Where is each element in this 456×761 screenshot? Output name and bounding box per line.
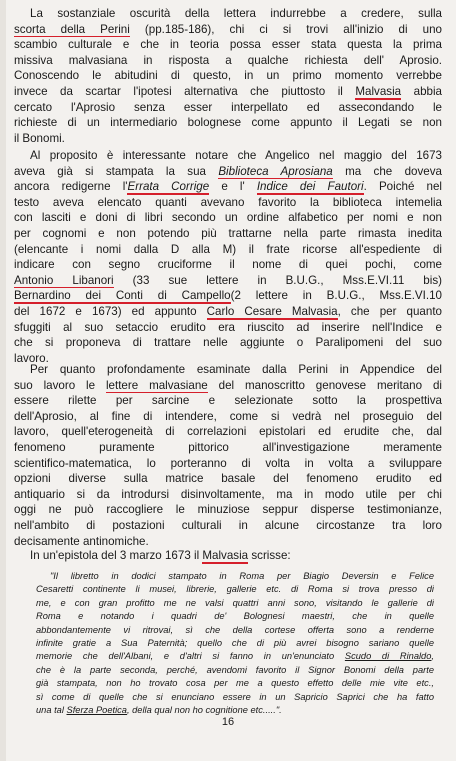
text-line [14,68,442,84]
text-run: scientifico-matematica, lo porteranno di volta in volta a sviluppare [14,456,442,470]
text-run: aveva già si stampata la sua [14,164,219,178]
text-run: , che per quanto [337,304,442,318]
text-line [14,53,442,69]
text-run: abbondantemente vi ritrovai, sì che della cortese offerta sono a renderne [36,624,434,635]
text-line [14,424,442,440]
paragraph [14,548,442,564]
text-line [14,534,442,550]
text-line [14,320,442,336]
quote-line [36,624,434,637]
text-run: "Il libretto in dodici stampato in Roma per Biagio Deversin e Felice [50,571,434,581]
text-run: essere rilette per sarcine e selezionate sotto la prospettiva [14,394,442,408]
text-line [14,440,442,456]
text-run: memorie che dell'Albani, e d'altri si fanno in un'enunciato [36,651,345,662]
text-run: Cesaretti continente li musei, librerie, gallerie etc. di Roma si trova presso di [36,584,434,595]
paragraph [14,148,442,366]
highlighted-term: Bernardino dei Conti di Campello [14,289,231,303]
text-run: (pp.185-186), chi ci si trovi all'inizio di uno [129,22,442,36]
text-line [14,409,442,425]
text-run: una tal [36,704,67,715]
underlined-title: Scudo di Rinaldo [344,651,432,662]
quote-line [36,637,434,650]
text-line [14,6,442,22]
text-line [14,335,442,351]
highlighted-term: scorta della Perini [14,22,130,36]
text-line [14,487,442,503]
text-run: lavoro, quell'eterogeneità di correlazioni epistolari ed erudite che, dal [14,425,442,439]
text-line [14,195,442,211]
text-run: richieste di un intermediario bolognese come appunto il Legati se non [14,116,442,130]
text-line [14,84,442,100]
text-run: ma che doveva [332,164,442,178]
text-run: ancora redigerne l' [14,180,128,194]
text-line [14,226,442,242]
paragraph [14,362,442,549]
highlighted-term: lettere malvasiane [105,378,208,392]
text-line [14,148,442,164]
text-run: In un'epistola del 3 marzo 1673 il [30,549,203,562]
text-run: suo lavoro le [14,378,106,392]
scan-edge [0,0,6,761]
text-run: (33 sue lettere in B.U.G., Mss.E.VI.11 bis) [113,273,442,287]
highlighted-term: Carlo Cesare Malvasia [206,304,338,318]
text-line [14,378,442,394]
text-run: sì come di quelle che si enunciano essere in un Sapricio Saprici che ha fatto [36,691,434,702]
text-run: decisamente antinomiche. [14,534,149,548]
text-run: Conoscendo le abitudini di questo, in un primo momento verrebbe [14,69,442,83]
text-run: me, e con gran profitto me ne valsi quattri anni sono, visitando le gallerie di [36,597,434,608]
text-run: Per quanto profondamente esaminate dalla Perini in Appendice del [30,363,442,376]
text-line [14,242,442,258]
block-quote [36,570,434,717]
text-run: nell'ambito di postazioni culturali in alcune circostanze tra loro [14,518,442,532]
text-run: , della qual non ho cognitione etc.....". [126,704,282,715]
text-line [14,115,442,131]
underlined-title: Sferza Poetica [66,704,127,715]
text-line [14,518,442,534]
quote-line [36,597,434,610]
text-run: il Bonomi. [14,131,65,145]
text-run: invece da scartar l'ipotesi alternativa che piuttosto il [14,84,356,98]
highlighted-term: Indice dei Fautori [256,180,364,194]
text-run: lavoro. [14,351,49,365]
text-run: del manoscritto genovese meritano di [207,378,442,392]
text-line [14,257,442,273]
text-run: antiquario si da introdursi disinvoltamente, ma in modo utile per chi [14,487,442,501]
text-line [14,502,442,518]
text-run: dell'Aprosio, al fine di intendere, come si vedrà nel proseguio del [14,409,442,423]
highlighted-term: Antonio Libanori [14,273,114,287]
text-line [14,456,442,472]
quote-line [36,610,434,623]
text-line [14,22,442,38]
highlighted-term: Errata Corrige [127,180,210,194]
text-run: del 1672 e 1673) ed appunto [14,304,207,318]
text-run: abbia [401,84,442,98]
text-line [14,131,442,147]
text-line [14,304,442,320]
text-line [14,362,442,378]
text-run: opzioni diverse sulla matrice basale del fenomeno erudito ed [14,472,442,486]
text-run: con lasciti e doni di libri secondo un ordine alfabetico per nomi e non [14,211,442,225]
text-line [14,548,442,564]
text-run: (2 lettere in B.U.G., Mss.E.VI.10 [230,289,442,303]
text-run: indicare con segno cruciforme il nome di quei pochi, come [14,258,442,272]
text-line [14,164,442,180]
text-run: già stampata, non ho trovato cosa per me a questo effetto delle mie vite etc., [36,678,434,689]
text-line [14,210,442,226]
quote-line [36,691,434,704]
text-run: Roma e notando i quadri de' Bolognesi maestri, che in quelle [36,611,434,622]
text-run: per cognomi e non potendo più trattarne nella parte rimasta inedita [14,226,442,240]
text-run: che è la parte seconda, perché, avendomi favorito il Signor Bonomi della parte [36,664,434,675]
text-line [14,37,442,53]
text-line [14,288,442,304]
text-run: scrisse: [248,549,291,562]
text-run: . Poiché nel [363,180,442,194]
highlighted-term: Malvasia [355,84,402,98]
text-line [14,471,442,487]
quote-line [36,650,434,663]
text-run: La sostanziale oscurità della lettera indurrebbe a credere, sulla [30,7,442,20]
quote-line [36,570,434,583]
text-line [14,393,442,409]
text-run: testo aveva elencato quanti avevano favorito la biblioteca intemelia [14,195,442,209]
paragraph [14,6,442,146]
text-line [14,273,442,289]
text-run: scambio culturale e che in teoria possa esser stata questa la prima [14,38,442,52]
quote-line [36,583,434,596]
text-run: sfuggiti al suo setaccio erudito era riuscito ad inserire nell'Indice e [14,320,442,334]
text-run: che si proponeva di trattare nelle aggiunte o Paralipomeni del suo [14,336,442,350]
text-run: (elencante i nomi dalla D alla M) il frate ricorse all'espediente di [14,242,442,256]
text-run: infinite gratie a Sua Paternità; quello che di più avrei bisogno sariano quelle [36,637,434,648]
highlighted-term: Biblioteca Aprosiana [218,164,333,178]
text-line [14,100,442,116]
text-run: fenomeno puramente pittorico all'investigazione meramente [14,440,442,454]
highlighted-term: Malvasia [202,549,249,562]
quote-line [36,664,434,677]
text-run: missiva malvasiana in risposta a qualche richiesta dell' Aprosio. [14,53,442,67]
text-run: e l' [209,180,257,194]
page-number: 16 [221,716,235,728]
quote-line [36,677,434,690]
text-run: oggi ne può raccogliere le minuziose seppur disperse testimonianze, [14,503,442,517]
text-run: Al proposito è interessante notare che Angelico nel maggio del 1673 [30,149,442,162]
text-run: , [431,651,434,662]
text-run: cercato l'Aprosio senza esser interpellato ed assecondando le [14,100,442,114]
text-line [14,179,442,195]
